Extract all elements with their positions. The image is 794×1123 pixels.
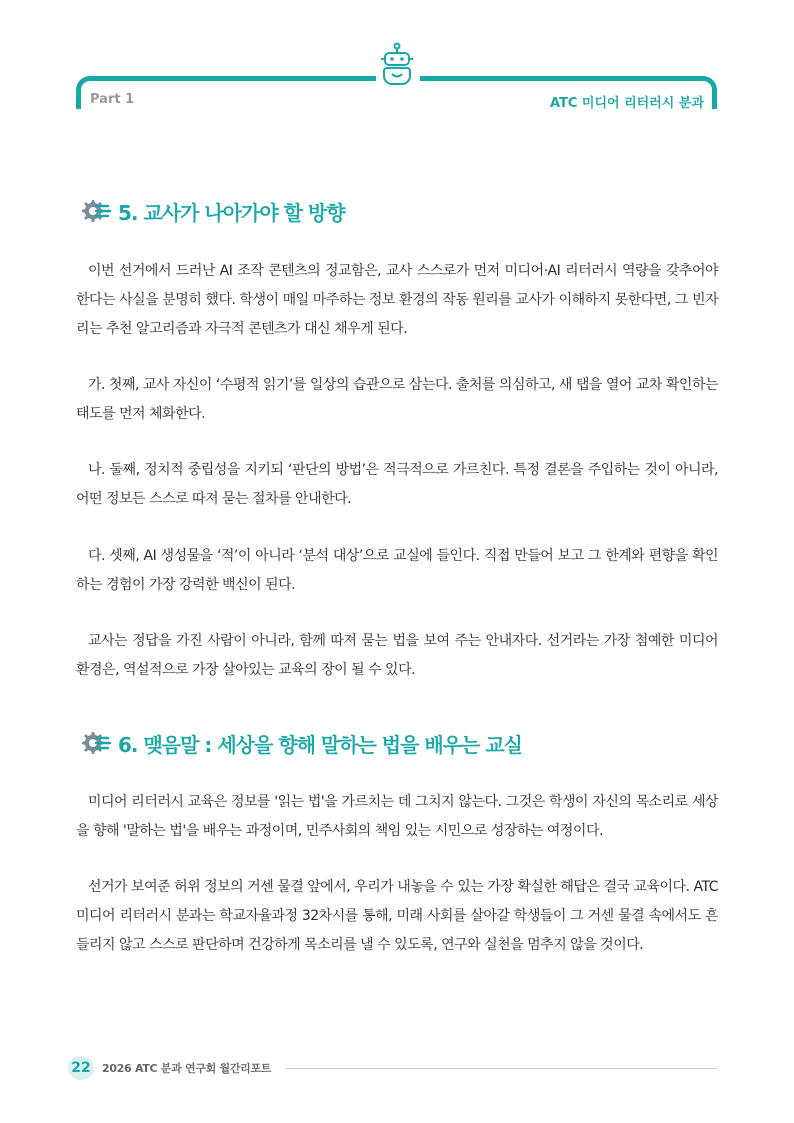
paragraph: 다. 셋째, AI 생성물을 ‘적’이 아니라 ‘분석 대상’으로 교실에 들인다. 직접 만들어 보고 그 한계와 편향을 확인하는 경험이 가장 강력한 백신이 된다. <box>76 548 718 593</box>
section-6-heading <box>76 728 522 758</box>
gear-arrows-icon <box>76 196 112 226</box>
paragraph: 가. 첫째, 교사 자신이 ‘수평적 읽기’를 일상의 습관으로 삼는다. 출처를 의심하고, 새 탭을 열어 교차 확인하는 태도를 먼저 체화한다. <box>76 377 718 422</box>
page-number: 22 <box>68 1056 94 1080</box>
paragraph: 이번 선거에서 드러난 AI 조작 콘텐츠의 정교함은, 교사 스스로가 먼저 미디어·AI 리터러시 역량을 갖추어야 한다는 사실을 분명히 했다. 학생이 매일 마주하는 정보 환경의 작동 원리를 교사가 이해하지 못한다면, 그 빈자리는 추천 알고리즘과 자극적 콘텐츠가 대신 채우게 된다. <box>76 263 718 337</box>
section-5-heading <box>76 196 345 226</box>
part-label: Part 1 <box>90 92 135 107</box>
paragraph: 교사는 정답을 가진 사람이 아니라, 함께 따져 묻는 법을 보여 주는 안내자다. 선거라는 가장 첨예한 미디어 환경은, 역설적으로 가장 살아있는 교육의 장이 될 수 있다. <box>76 633 718 678</box>
publication-title: 2026 ATC 분과 연구회 월간리포트 <box>102 1062 272 1075</box>
paragraph: 나. 둘째, 정치적 중립성을 지키되 ‘판단의 방법’은 적극적으로 가르친다. 특정 결론을 주입하는 것이 아니라, 어떤 정보든 스스로 따져 묻는 절차를 안내한다. <box>76 462 718 507</box>
gear-arrows-icon <box>76 728 112 758</box>
paragraph: 선거가 보여준 허위 정보의 거센 물결 앞에서, 우리가 내놓을 수 있는 가장 확실한 해답은 결국 교육이다. ATC 미디어 리터러시 분과는 학교자율과정 32차시를 통해, 미래 사회를 살아갈 학생들이 그 거센 물결 속에서도 흔들리지 않고 스스로 판단하며 건강하게 목소리를 낼 수 있도록, 연구와 실천을 멈추지 않을 것이다. <box>76 879 718 953</box>
footer-rule <box>285 1068 718 1069</box>
section-title: 5. 교사가 나아가야 할 방향 <box>118 200 345 225</box>
department-label: ATC 미디어 리터러시 분과 <box>549 96 704 111</box>
page-footer <box>68 1056 718 1080</box>
robot-icon <box>377 42 417 88</box>
paragraph: 미디어 리터러시 교육은 정보를 '읽는 법'을 가르치는 데 그치지 않는다. 그것은 학생이 자신의 목소리로 세상을 향해 '말하는 법'을 배우는 과정이며, 민주사회의 책임 있는 시민으로 성장하는 여정이다. <box>76 794 718 839</box>
section-title: 6. 맺음말 : 세상을 향해 말하는 법을 배우는 교실 <box>118 732 522 757</box>
